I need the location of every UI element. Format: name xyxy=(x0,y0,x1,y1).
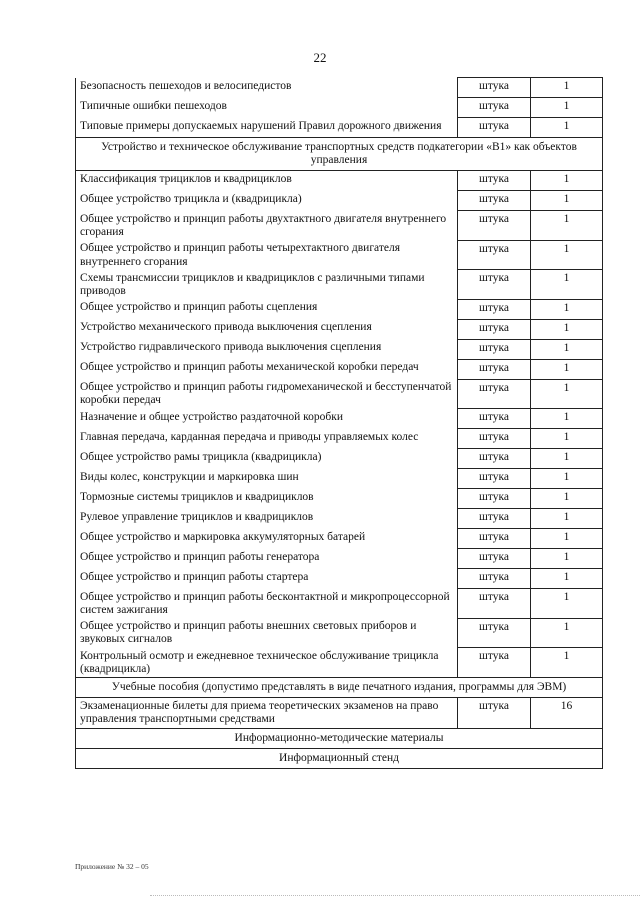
table-row xyxy=(76,118,603,138)
unit-cell: штука xyxy=(458,299,531,319)
table-row xyxy=(76,339,603,359)
section-heading: Информационно-методические материалы xyxy=(76,728,603,748)
unit-cell: штука xyxy=(458,698,531,728)
table-row xyxy=(76,569,603,589)
unit-cell: штука xyxy=(458,549,531,569)
item-name-cell: Общее устройство рамы трицикла (квадрицикла) xyxy=(76,449,458,469)
unit-cell: штука xyxy=(458,409,531,429)
quantity-cell: 1 xyxy=(531,339,603,359)
quantity-cell: 1 xyxy=(531,618,603,647)
quantity-cell: 1 xyxy=(531,489,603,509)
table-row xyxy=(76,489,603,509)
quantity-cell: 1 xyxy=(531,379,603,408)
item-name-cell: Общее устройство и принцип работы генератора xyxy=(76,549,458,569)
section-heading-row xyxy=(76,728,603,748)
quantity-cell: 1 xyxy=(531,648,603,678)
table-row xyxy=(76,240,603,269)
unit-cell: штука xyxy=(458,240,531,269)
item-name-cell: Классификация трициклов и квадрициклов xyxy=(76,171,458,191)
item-name-cell: Безопасность пешеходов и велосипедистов xyxy=(76,78,458,98)
table-row xyxy=(76,509,603,529)
unit-cell: штука xyxy=(458,191,531,211)
item-name-cell: Общее устройство и маркировка аккумуляторных батарей xyxy=(76,529,458,549)
unit-cell: штука xyxy=(458,339,531,359)
item-name-cell: Общее устройство и принцип работы гидромеханической и бесступенчатой коробки передач xyxy=(76,379,458,408)
table-row xyxy=(76,171,603,191)
page-footer: Приложение № 32 – 05 xyxy=(75,862,149,871)
quantity-cell: 1 xyxy=(531,569,603,589)
item-name-cell: Контрольный осмотр и ежедневное техническое обслуживание трицикла (квадрицикла) xyxy=(76,648,458,678)
quantity-cell: 1 xyxy=(531,469,603,489)
unit-cell: штука xyxy=(458,98,531,118)
unit-cell: штука xyxy=(458,569,531,589)
quantity-cell: 1 xyxy=(531,211,603,240)
quantity-cell: 1 xyxy=(531,449,603,469)
item-name-cell: Общее устройство и принцип работы четырехтактного двигателя внутреннего сгорания xyxy=(76,240,458,269)
table-row xyxy=(76,319,603,339)
quantity-cell: 1 xyxy=(531,549,603,569)
item-name-cell: Общее устройство и принцип работы механической коробки передач xyxy=(76,359,458,379)
table-row xyxy=(76,589,603,618)
quantity-cell: 1 xyxy=(531,299,603,319)
table-row xyxy=(76,98,603,118)
item-name-cell: Общее устройство трицикла и (квадрицикла) xyxy=(76,191,458,211)
section-heading: Учебные пособия (допустимо представлять в виде печатного издания, программы для ЭВМ) xyxy=(76,678,603,698)
table-row xyxy=(76,359,603,379)
table-row xyxy=(76,449,603,469)
quantity-cell: 1 xyxy=(531,171,603,191)
table-row xyxy=(76,379,603,408)
unit-cell: штука xyxy=(458,118,531,138)
unit-cell: штука xyxy=(458,509,531,529)
item-name-cell: Устройство гидравлического привода выключения сцепления xyxy=(76,339,458,359)
quantity-cell: 1 xyxy=(531,78,603,98)
item-name-cell: Общее устройство и принцип работы внешних световых приборов и звуковых сигналов xyxy=(76,618,458,647)
item-name-cell: Тормозные системы трициклов и квадрициклов xyxy=(76,489,458,509)
unit-cell: штука xyxy=(458,449,531,469)
table-row xyxy=(76,429,603,449)
quantity-cell: 16 xyxy=(531,698,603,728)
unit-cell: штука xyxy=(458,359,531,379)
table-row xyxy=(76,78,603,98)
equipment-table xyxy=(75,77,603,769)
item-name-cell: Главная передача, карданная передача и приводы управляемых колес xyxy=(76,429,458,449)
table-row xyxy=(76,191,603,211)
quantity-cell: 1 xyxy=(531,589,603,618)
quantity-cell: 1 xyxy=(531,409,603,429)
quantity-cell: 1 xyxy=(531,240,603,269)
unit-cell: штука xyxy=(458,429,531,449)
item-name-cell: Схемы трансмиссии трициклов и квадрициклов с различными типами приводов xyxy=(76,270,458,299)
quantity-cell: 1 xyxy=(531,319,603,339)
quantity-cell: 1 xyxy=(531,98,603,118)
unit-cell: штука xyxy=(458,529,531,549)
unit-cell: штука xyxy=(458,469,531,489)
section-heading-row xyxy=(76,138,603,171)
item-name-cell: Общее устройство и принцип работы двухтактного двигателя внутреннего сгорания xyxy=(76,211,458,240)
table-row xyxy=(76,529,603,549)
quantity-cell: 1 xyxy=(531,191,603,211)
equipment-table-body xyxy=(76,78,603,769)
quantity-cell: 1 xyxy=(531,509,603,529)
unit-cell: штука xyxy=(458,171,531,191)
page-number: 22 xyxy=(313,50,327,65)
quantity-cell: 1 xyxy=(531,429,603,449)
unit-cell: штука xyxy=(458,618,531,647)
item-name-cell: Рулевое управление трициклов и квадрициклов xyxy=(76,509,458,529)
unit-cell: штука xyxy=(458,379,531,408)
section-heading-row xyxy=(76,678,603,698)
quantity-cell: 1 xyxy=(531,118,603,138)
table-row xyxy=(76,469,603,489)
item-name-cell: Типичные ошибки пешеходов xyxy=(76,98,458,118)
item-name-cell: Общее устройство и принцип работы сцепления xyxy=(76,299,458,319)
scan-edge-line xyxy=(150,895,640,896)
item-name-cell: Назначение и общее устройство раздаточной коробки xyxy=(76,409,458,429)
quantity-cell: 1 xyxy=(531,270,603,299)
unit-cell: штука xyxy=(458,78,531,98)
item-name-cell: Экзаменационные билеты для приема теоретических экзаменов на право управления транспортными средствами xyxy=(76,698,458,728)
section-heading: Информационный стенд xyxy=(76,748,603,768)
unit-cell: штука xyxy=(458,589,531,618)
unit-cell: штука xyxy=(458,489,531,509)
unit-cell: штука xyxy=(458,211,531,240)
item-name-cell: Общее устройство и принцип работы бесконтактной и микропроцессорной систем зажигания xyxy=(76,589,458,618)
section-heading-row xyxy=(76,748,603,768)
item-name-cell: Виды колес, конструкции и маркировка шин xyxy=(76,469,458,489)
quantity-cell: 1 xyxy=(531,359,603,379)
table-row xyxy=(76,618,603,647)
unit-cell: штука xyxy=(458,270,531,299)
section-heading: Устройство и техническое обслуживание транспортных средств подкатегории «В1» как объектов управления xyxy=(76,138,603,171)
unit-cell: штука xyxy=(458,319,531,339)
quantity-cell: 1 xyxy=(531,529,603,549)
table-row xyxy=(76,409,603,429)
table-row xyxy=(76,299,603,319)
item-name-cell: Устройство механического привода выключения сцепления xyxy=(76,319,458,339)
item-name-cell: Общее устройство и принцип работы стартера xyxy=(76,569,458,589)
table-row xyxy=(76,698,603,728)
table-row xyxy=(76,211,603,240)
table-row xyxy=(76,648,603,678)
table-row xyxy=(76,270,603,299)
table-row xyxy=(76,549,603,569)
unit-cell: штука xyxy=(458,648,531,678)
item-name-cell: Типовые примеры допускаемых нарушений Правил дорожного движения xyxy=(76,118,458,138)
